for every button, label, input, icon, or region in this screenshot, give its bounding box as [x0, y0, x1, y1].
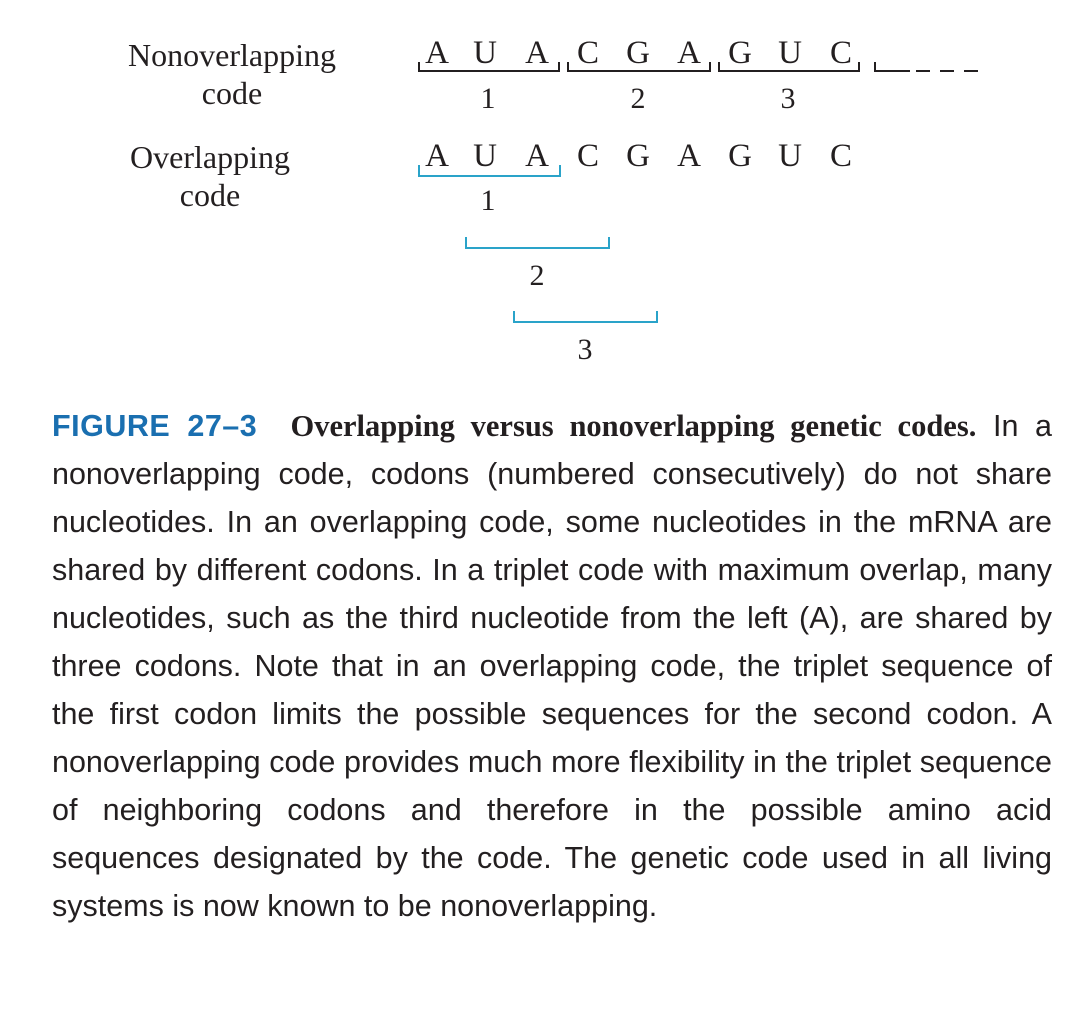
overlap-nucleotide-4: C: [576, 138, 599, 174]
figure-label: FIGURE 27–3: [52, 409, 258, 443]
overlap-codon-number-3: 3: [577, 333, 593, 366]
nonoverlap-codon-bracket-2: [567, 62, 711, 72]
overlap-nucleotide-5: G: [626, 138, 650, 174]
overlap-nucleotide-7: G: [728, 138, 752, 174]
continuation-dash-1: [916, 70, 930, 72]
nonoverlap-nucleotide-8: U: [778, 35, 802, 71]
overlapping-label-line2: code: [179, 177, 241, 213]
overlap-codon-number-1: 1: [480, 184, 496, 217]
overlap-nucleotide-6: A: [677, 138, 701, 174]
overlap-nucleotide-1: A: [425, 138, 449, 174]
overlap-nucleotide-9: C: [829, 138, 852, 174]
overlap-codon-bracket-3: [513, 311, 658, 323]
nonoverlapping-label: [92, 36, 372, 112]
nonoverlap-nucleotide-1: A: [425, 35, 449, 71]
nonoverlap-nucleotide-3: A: [525, 35, 549, 71]
continuation-dash-2: [940, 70, 954, 72]
overlapping-label-line1: Overlapping: [130, 139, 290, 175]
overlap-nucleotide-2: U: [473, 138, 497, 174]
nonoverlap-nucleotide-7: G: [728, 35, 752, 71]
nonoverlap-nucleotide-5: G: [626, 35, 650, 71]
figure-title: Overlapping versus nonoverlapping genetic codes.: [290, 409, 977, 443]
nonoverlap-nucleotide-6: A: [677, 35, 701, 71]
nonoverlapping-label-line1: Nonoverlapping: [128, 37, 336, 73]
nonoverlap-codon-number-3: 3: [780, 82, 796, 115]
nonoverlap-nucleotide-4: C: [576, 35, 599, 71]
nonoverlap-codon-number-1: 1: [480, 82, 496, 115]
figure-caption-body: In a nonoverlapping code, codons (numbered consecutively) do not share nucleotides. In an overlapping code, some nucleotides in the mRNA are shared by different codons. In a triplet code with maximum overlap, many nucleotides, such as the third nucleotide from the left (A), are shared by three codons. Note that in an overlapping code, the triplet sequence of the first codon limits the possible sequences for the second codon. A nonoverlapping code provides much more flexibility in the triplet sequence of neighboring codons and therefore in the possible amino acid sequences designated by the code. The genetic code used in all living systems is now known to be nonoverlapping.: [52, 409, 1052, 923]
overlap-codon-bracket-2: [465, 237, 610, 249]
overlap-nucleotide-3: A: [525, 138, 549, 174]
overlap-codon-bracket-1: [418, 165, 561, 177]
nonoverlap-nucleotide-9: C: [829, 35, 852, 71]
nonoverlapping-label-line2: code: [201, 75, 263, 111]
nonoverlap-codon-bracket-1: [418, 62, 560, 72]
nonoverlap-codon-number-2: 2: [630, 82, 646, 115]
continuation-dash-3: [964, 70, 978, 72]
nonoverlap-codon-bracket-3: [718, 62, 860, 72]
nonoverlap-continuation-bracket: [874, 62, 910, 72]
nonoverlap-nucleotide-2: U: [473, 35, 497, 71]
figure-caption: [52, 402, 1052, 930]
overlap-codon-number-2: 2: [529, 259, 545, 292]
overlapping-label: [70, 138, 350, 214]
overlap-nucleotide-8: U: [778, 138, 802, 174]
